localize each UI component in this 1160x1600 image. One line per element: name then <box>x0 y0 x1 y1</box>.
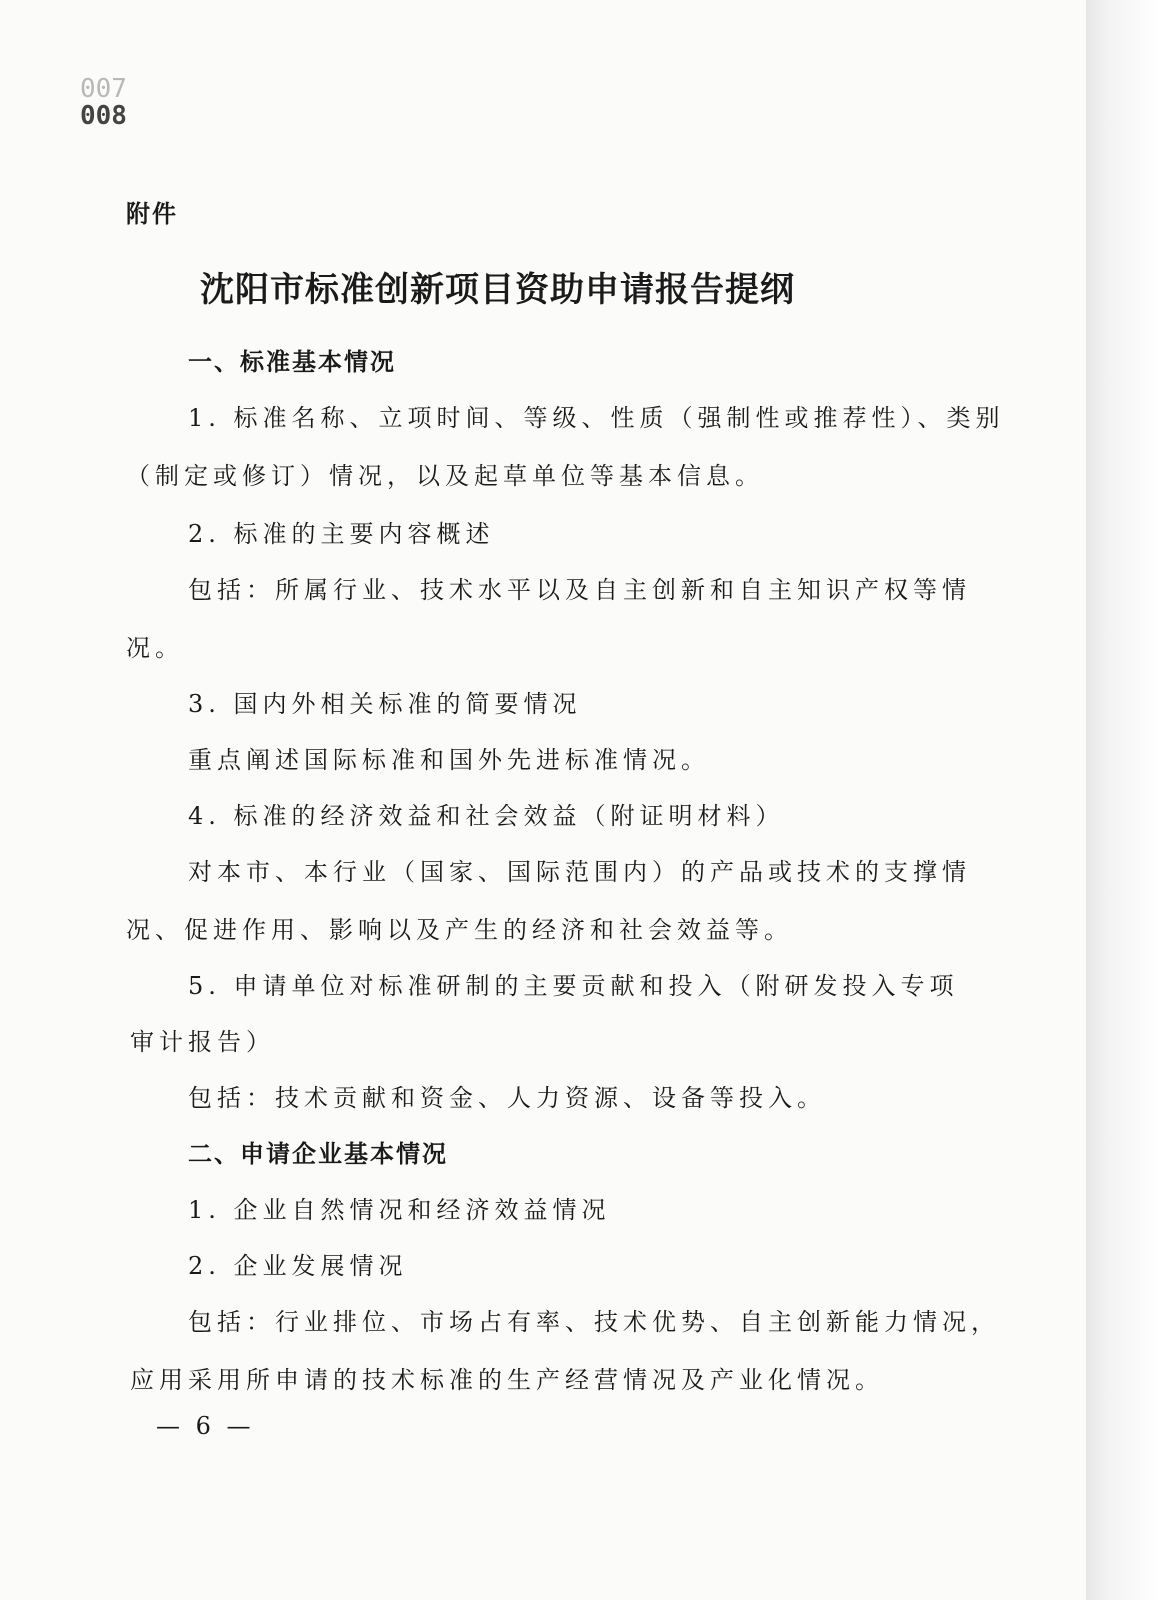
body-line: 5. 申请单位对标准研制的主要贡献和投入（附研发投入专项 <box>188 972 959 1000</box>
page-edge-shadow <box>1086 0 1160 1600</box>
body-line: 包括：技术贡献和资金、人力资源、设备等投入。 <box>188 1084 826 1112</box>
body-line: 1. 企业自然情况和经济效益情况 <box>188 1196 611 1224</box>
body-line: （制定或修订）情况，以及起草单位等基本信息。 <box>126 462 764 490</box>
page-number: — 6 — <box>156 1412 255 1440</box>
section-heading-1: 一、标准基本情况 <box>188 348 396 376</box>
body-line: 况、促进作用、影响以及产生的经济和社会效益等。 <box>126 916 793 944</box>
body-line: 应用采用所申请的技术标准的生产经营情况及产业化情况。 <box>130 1366 884 1394</box>
section-heading-2: 二、申请企业基本情况 <box>188 1140 448 1168</box>
body-line: 包括：所属行业、技术水平以及自主创新和自主知识产权等情 <box>188 576 971 604</box>
body-line: 2. 标准的主要内容概述 <box>188 520 495 548</box>
old-page-number: 007 <box>80 74 127 104</box>
archive-stamp <box>80 76 127 131</box>
body-line: 4. 标准的经济效益和社会效益（附证明材料） <box>188 802 785 830</box>
body-line: 对本市、本行业（国家、国际范围内）的产品或技术的支撑情 <box>188 858 971 886</box>
body-line: 审计报告） <box>130 1028 275 1056</box>
page-title: 沈阳市标准创新项目资助申请报告提纲 <box>200 270 795 310</box>
attachment-label: 附件 <box>126 200 178 228</box>
body-line: 况。 <box>126 634 184 662</box>
body-line: 1. 标准名称、立项时间、等级、性质（强制性或推荐性）、类别 <box>188 404 1005 432</box>
new-page-number: 008 <box>80 101 127 132</box>
body-line: 3. 国内外相关标准的简要情况 <box>188 690 582 718</box>
body-line: 2. 企业发展情况 <box>188 1252 408 1280</box>
body-line: 重点阐述国际标准和国外先进标准情况。 <box>188 746 710 774</box>
body-line: 包括：行业排位、市场占有率、技术优势、自主创新能力情况， <box>188 1308 1000 1336</box>
